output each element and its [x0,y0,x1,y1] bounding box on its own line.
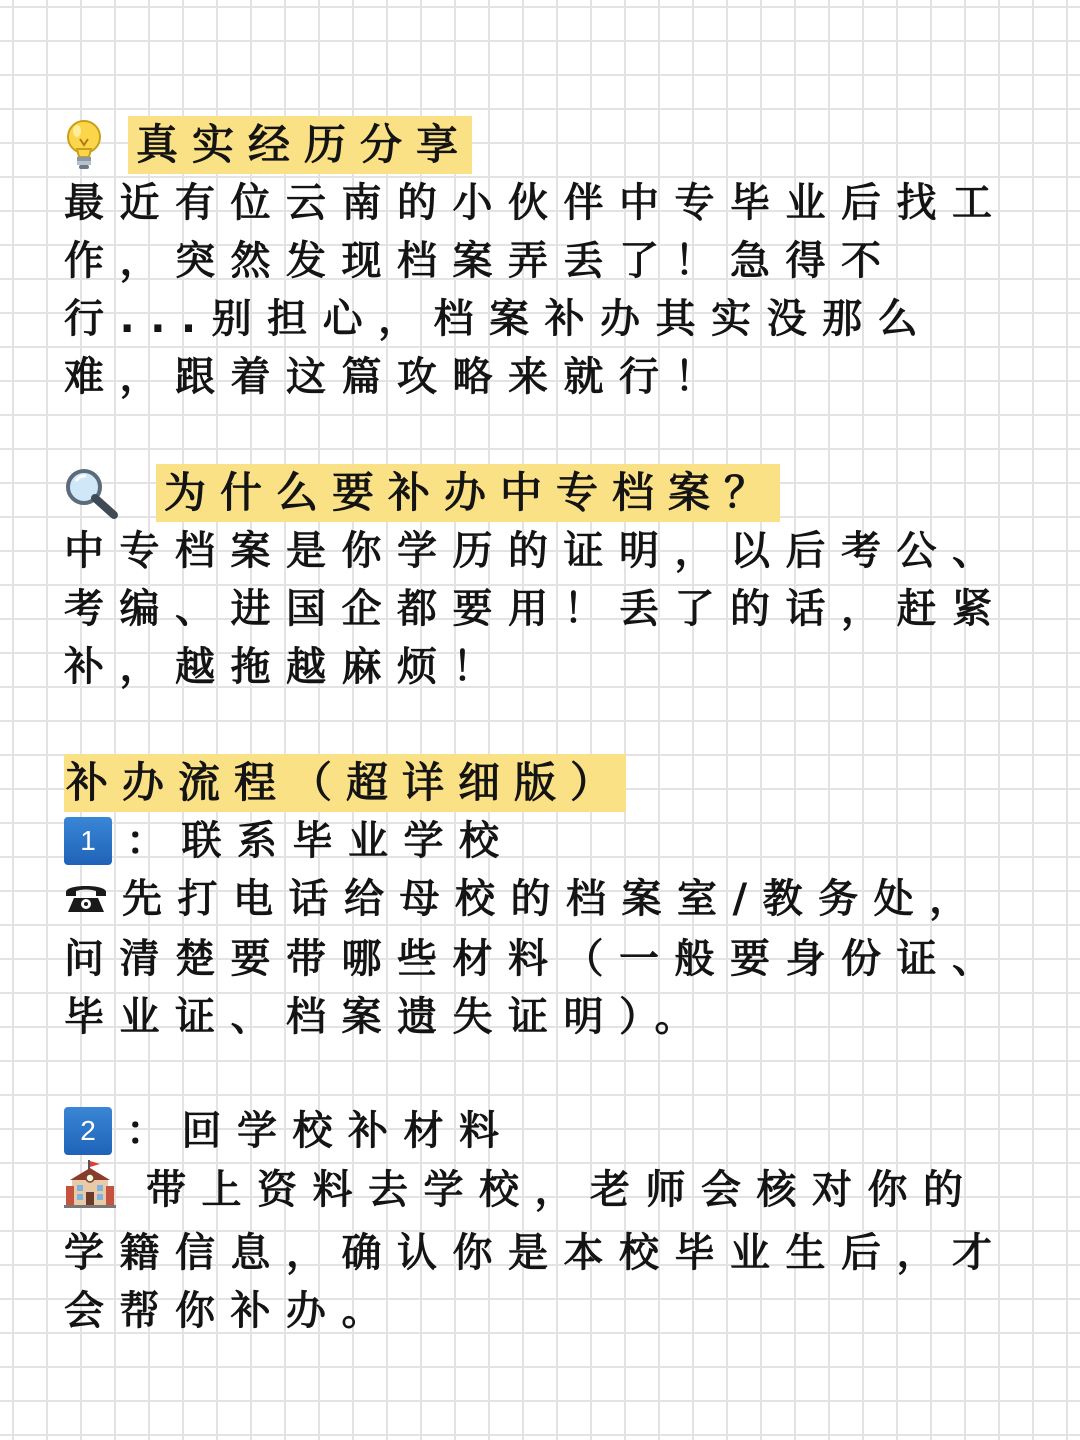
lightbulb-icon [64,119,104,171]
step-title: ：回学校补材料 [126,1108,515,1154]
section-heading [64,116,1024,174]
step-1 [64,812,1024,1046]
step-body-text: 带上资料去学校，老师会核对你的学籍信息，确认你是本校毕业生后，才会帮你补办。 [64,1167,1008,1334]
step-number-badge: 2 [64,1107,112,1155]
telephone-icon [64,872,108,930]
step-body [64,870,1024,1046]
section-body: 最近有位云南的小伙伴中专毕业后找工作，突然发现档案弄丢了！急得不行...别担心，档案补办其实没那么难，跟着这篇攻略来就行！ [64,180,1008,400]
section-heading [64,754,1024,812]
school-icon [64,1160,116,1224]
section-process [64,754,1024,812]
step-header [64,812,1024,870]
magnifier-icon [64,467,120,519]
step-title: ：联系毕业学校 [126,818,515,864]
section-real-experience [64,116,1024,406]
section-title: 为什么要补办中专档案？ [156,464,780,522]
step-2 [64,1102,1024,1340]
section-body: 中专档案是你学历的证明，以后考公、考编、进国企都要用！丢了的话，赶紧补，越拖越麻烦！ [64,528,1008,690]
step-body-text: 先打电话给母校的档案室/教务处，问清楚要带哪些材料（一般要身份证、毕业证、档案遗失证明）。 [64,876,1008,1040]
section-heading [64,464,1024,522]
section-title: 补办流程（超详细版） [64,754,626,812]
step-header [64,1102,1024,1160]
section-title: 真实经历分享 [128,116,472,174]
section-why-reissue [64,464,1024,696]
step-body [64,1160,1024,1340]
step-number-badge: 1 [64,817,112,865]
